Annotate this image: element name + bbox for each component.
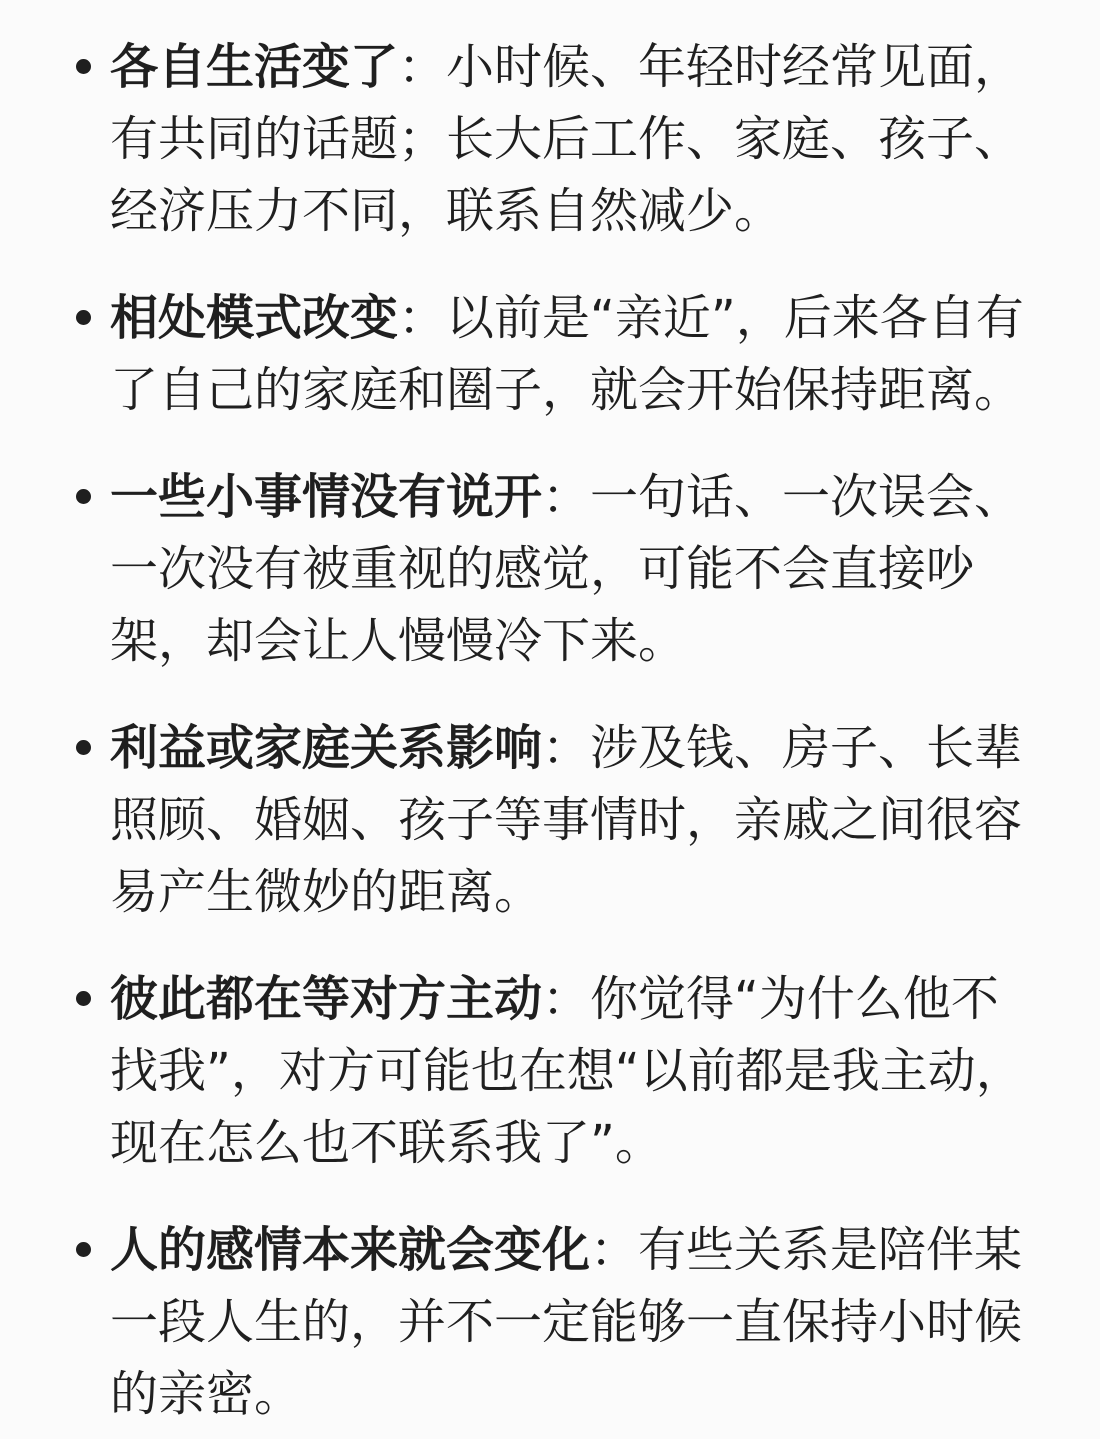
list-item: [110, 712, 1030, 928]
bullet-icon: [76, 1242, 91, 1257]
item-colon: ：: [542, 720, 591, 776]
bullet-icon: [76, 59, 91, 74]
item-title: 一些小事情没有说开: [110, 469, 543, 525]
bullet-icon: [76, 489, 91, 504]
bullet-icon: [76, 740, 91, 755]
item-text: 一句话、一次误会、一次没有被重视的感觉，可能不会直接吵架，却会让人慢慢冷下来。: [110, 469, 1023, 669]
item-text: 以前是“亲近”，后来各自有了自己的家庭和圈子，就会开始保持距离。: [110, 290, 1024, 418]
item-title: 利益或家庭关系影响: [110, 720, 543, 776]
reason-list: [0, 31, 1100, 1430]
item-colon: ：: [398, 290, 447, 346]
list-item: [110, 1214, 1030, 1430]
item-colon: ：: [398, 39, 447, 95]
item-text: 你觉得“为什么他不找我”，对方可能也在想“以前都是我主动，现在怎么也不联系我了”。: [110, 971, 1024, 1171]
list-item: [110, 282, 1030, 426]
item-title: 各自生活变了: [110, 39, 399, 95]
item-title: 彼此都在等对方主动: [110, 971, 543, 1027]
item-text: 涉及钱、房子、长辈照顾、婚姻、孩子等事情时，亲戚之间很容易产生微妙的距离。: [110, 720, 1023, 920]
item-text: 小时候、年轻时经常见面，有共同的话题；长大后工作、家庭、孩子、经济压力不同，联系自然减少。: [110, 39, 1023, 239]
item-colon: ：: [542, 469, 591, 525]
list-item: [110, 963, 1030, 1179]
list-item: [110, 461, 1030, 677]
list-item: [110, 31, 1030, 247]
item-colon: ：: [590, 1222, 639, 1278]
item-colon: ：: [542, 971, 591, 1027]
item-title: 相处模式改变: [110, 290, 399, 346]
item-title: 人的感情本来就会变化: [110, 1222, 591, 1278]
bullet-icon: [76, 310, 91, 325]
bullet-icon: [76, 991, 91, 1006]
item-text: 有些关系是陪伴某一段人生的，并不一定能够一直保持小时候的亲密。: [110, 1222, 1023, 1422]
